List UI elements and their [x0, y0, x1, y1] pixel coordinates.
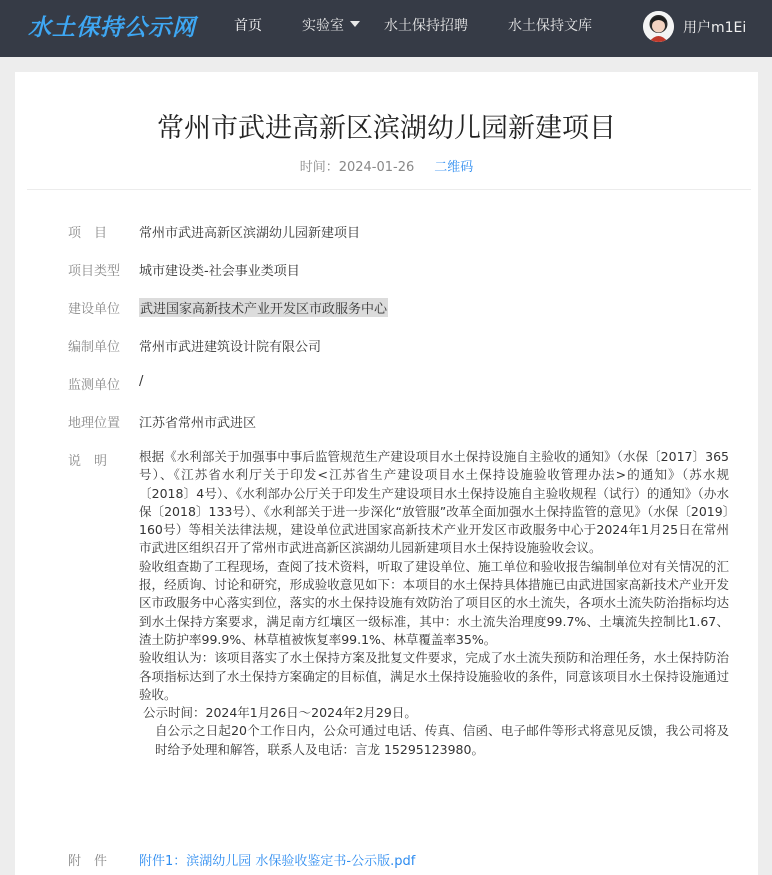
page-title: 常州市武进高新区滨湖幼儿园新建项目: [157, 113, 616, 144]
chevron-down-icon: [350, 21, 360, 27]
field-label: 项目类型: [68, 264, 121, 279]
user-name[interactable]: 用户m1Ei: [683, 20, 747, 36]
avatar-icon: [643, 11, 674, 42]
desc-paragraph: 验收组认为：该项目落实了水土保持方案及批复文件要求，完成了水土流失预防和治理任务，水土保持防治各项指标达到了水土保持方案确定的目标值，满足水土保持设施验收的条件，同意该项目水土保持设施通过验收。: [139, 650, 729, 702]
publish-time: 时间：2024-01-26: [299, 160, 415, 175]
field-value: 城市建设类-社会事业类项目: [139, 264, 300, 279]
nav-library[interactable]: 水土保持文库: [508, 18, 592, 34]
field-label: 编制单位: [68, 340, 121, 355]
field-label: 建设单位: [68, 302, 121, 317]
qr-code-link[interactable]: 二维码: [434, 160, 474, 175]
nav-home[interactable]: 首页: [234, 18, 262, 34]
field-label: 说 明: [68, 454, 108, 469]
desc-paragraph: 自公示之日起20个工作日内，公众可通过电话、传真、信函、电子邮件等形式将意见反馈，我公司将及时给予处理和解答，联系人及电话：言龙 15295123980。: [155, 723, 729, 757]
article-card: [15, 72, 758, 875]
nav-lab[interactable]: [302, 17, 360, 35]
article-meta: [15, 156, 758, 175]
field-value: 常州市武进建筑设计院有限公司: [139, 340, 322, 355]
description-body: [139, 448, 729, 759]
field-value-highlighted: 武进国家高新技术产业开发区市政服务中心: [139, 298, 388, 317]
attachment-link[interactable]: 附件1：滨湖幼儿园 水保验收鉴定书-公示版.pdf: [139, 854, 416, 869]
top-navbar: [0, 0, 772, 57]
field-label: 项 目: [68, 226, 108, 241]
desc-paragraph: 公示时间：2024年1月26日～2024年2月29日。: [143, 705, 417, 721]
desc-paragraph: 验收组查勘了工程现场，查阅了技术资料，听取了建设单位、施工单位和验收报告编制单位对有关情况的汇报，经质询、讨论和研究，形成验收意见如下：本项目的水土保持具体措施已由武进国家高新技术产业开发区市政服务中心落实到位，落实的水土保持设施有效防治了项目区的水土流失，各项水土流失防治指标均达到水土保持方案要求，满足南方红壤区一级标准，其中：水土流失治理度99.7%、土壤流失控制比1.67、渣土防护率99.9%、林草植被恢复率99.1%、林草覆盖率35%。: [139, 558, 729, 647]
divider: [27, 189, 751, 190]
field-value: 江苏省常州市武进区: [139, 416, 257, 431]
field-label: 监测单位: [68, 378, 121, 393]
nav-lab-label: 实验室: [302, 18, 344, 34]
desc-paragraph: 根据《水利部关于加强事中事后监管规范生产建设项目水土保持设施自主验收的通知》（水保〔2017〕365号）、《江苏省水利厅关于印发<江苏省生产建设项目水土保持设施验收管理办法>的通知》（苏水规〔2018〕4号）、《水利部办公厅关于印发生产建设项目水土保持设施自主验收规程（试行）的通知》（办水保〔2018〕133号）、《水利部关于进一步深化“放管服”改革全面加强水土保持监管的意见》（水保〔2019〕160号）等相关法律法规，建设单位武进国家高新技术产业开发区市政服务中心于2024年1月25日在常州市武进区组织召开了常州市武进高新区滨湖幼儿园新建项目水土保持设施验收会议。: [139, 449, 729, 556]
nav-recruitment[interactable]: 水土保持招聘: [384, 18, 468, 34]
field-label: 地理位置: [68, 416, 121, 431]
avatar[interactable]: [643, 11, 674, 42]
field-label: 附 件: [68, 854, 108, 869]
site-logo[interactable]: 水土保持公示网: [28, 15, 196, 41]
field-value: 常州市武进高新区滨湖幼儿园新建项目: [139, 226, 361, 241]
field-value: /: [139, 374, 144, 389]
